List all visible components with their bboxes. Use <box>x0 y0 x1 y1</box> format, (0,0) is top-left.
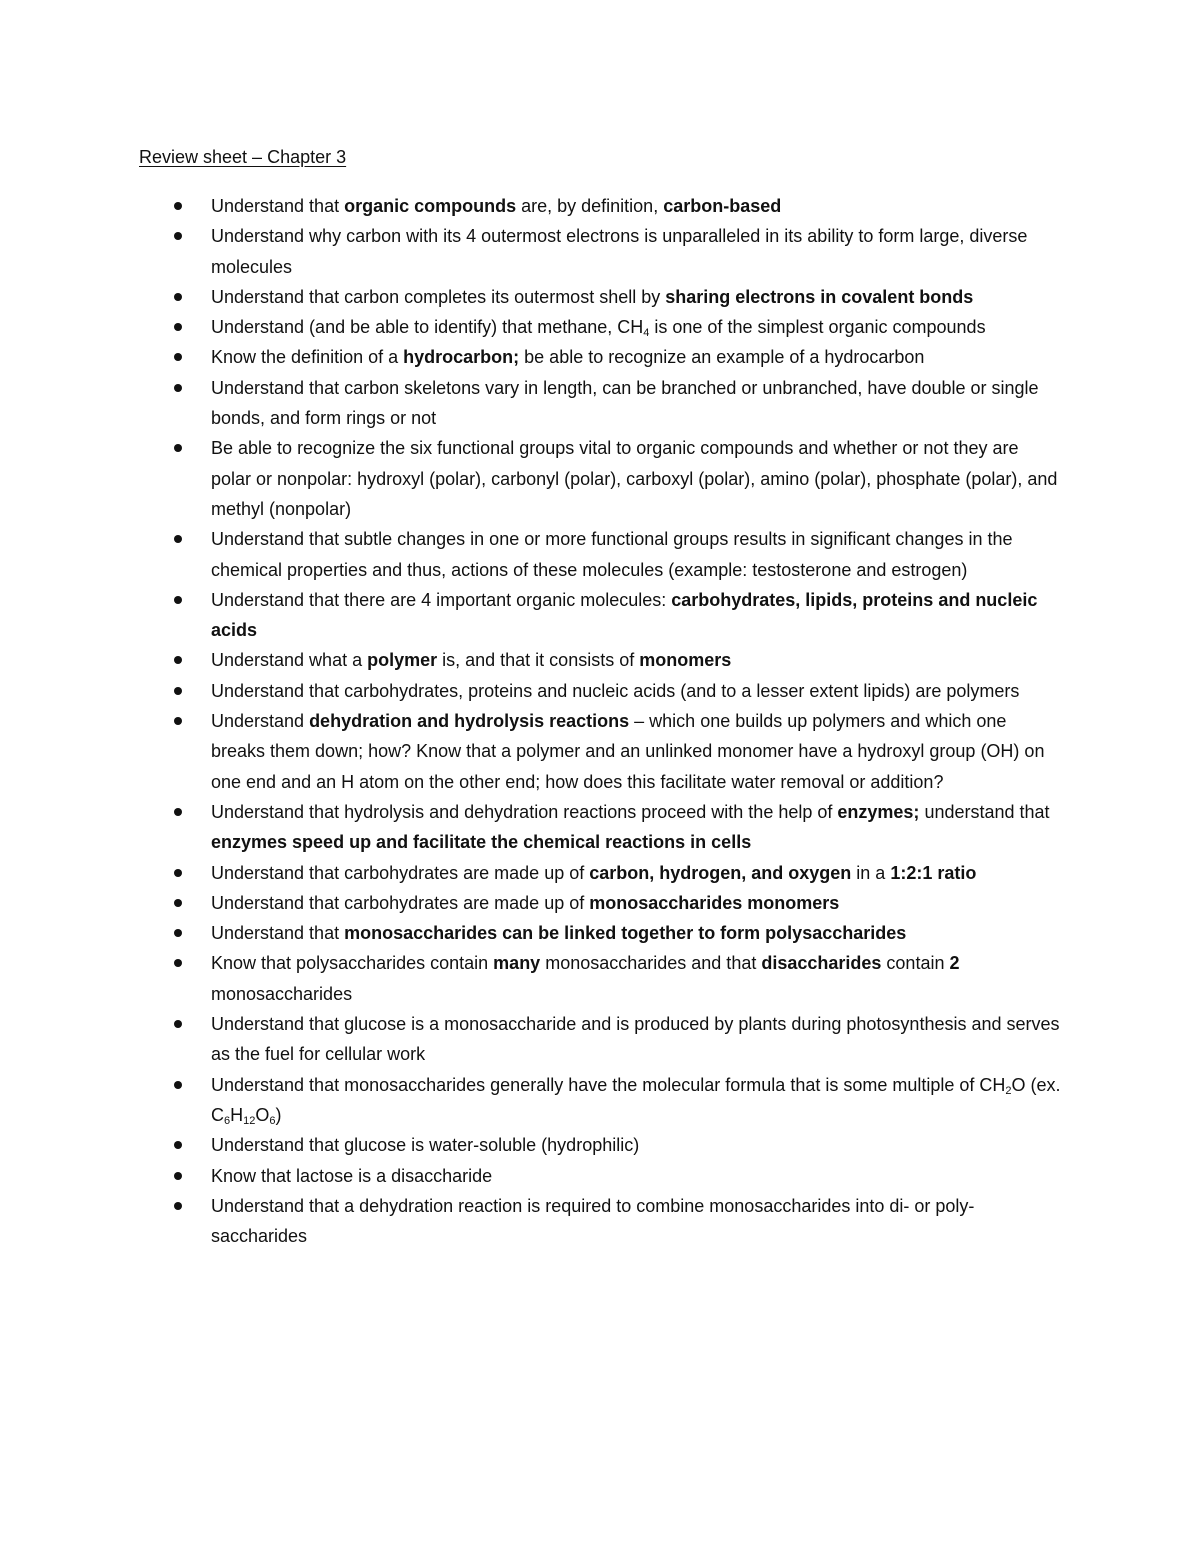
item-text: Understand that hydrolysis and dehydration reactions proceed with the help of <box>211 801 838 822</box>
page-title: Review sheet – Chapter 3 <box>139 147 347 167</box>
list-item <box>0 433 1061 524</box>
list-item <box>0 1161 1061 1191</box>
item-text: Know the definition of a <box>211 347 404 368</box>
item-text: O <box>255 1104 270 1125</box>
item-text: Understand <box>211 711 310 732</box>
list-item <box>0 282 1061 312</box>
list-item <box>0 524 1061 585</box>
bullet-icon <box>174 232 182 240</box>
item-text: O (ex. C <box>211 1074 1066 1125</box>
bullet-icon <box>174 535 182 543</box>
list-item <box>0 706 1061 797</box>
bold-text: carbohydrates, lipids, proteins and nucleic acids <box>211 589 1043 641</box>
item-text: Understand that glucose is a monosaccharide and is produced by plants during photosynthesis and serves as the fuel for cellular work <box>211 1014 1065 1065</box>
item-text: Understand that monosaccharides generally have the molecular formula that is some multiple of CH <box>211 1074 1006 1095</box>
item-text: Understand what a <box>211 650 368 671</box>
list-item <box>0 948 1061 1009</box>
item-text: Be able to recognize the six functional groups vital to organic compounds and whether or not they are polar or nonpolar: hydroxyl (polar), carbonyl (polar), carboxyl (polar), amino (polar), phosphate (polar), and methyl (nonpolar) <box>211 438 1063 519</box>
item-text: Know that lactose is a disaccharide <box>211 1165 493 1186</box>
list-item <box>0 373 1061 434</box>
item-text: Understand that carbon completes its outermost shell by <box>211 286 666 307</box>
bullet-icon <box>174 323 182 331</box>
item-text: Understand that glucose is water-soluble (hydrophilic) <box>211 1135 640 1156</box>
list-item <box>0 221 1061 282</box>
item-text: in a <box>851 862 891 883</box>
item-text: H <box>230 1104 244 1125</box>
item-text: monosaccharides <box>211 953 965 1004</box>
list-item <box>0 191 1061 221</box>
list-item <box>0 585 1061 646</box>
item-text: – which one builds up polymers and which one breaks them down; how? Know that a polymer and an unlinked monomer have a hydroxyl group (OH) on one end and an H atom on the other end; how does this facilitate water removal or addition? <box>211 711 1050 792</box>
item-text: monosaccharides and that <box>540 953 762 974</box>
bullet-icon <box>174 687 182 695</box>
bullet-icon <box>174 1081 182 1089</box>
list-item <box>0 888 1061 918</box>
item-text: Understand that carbohydrates are made up of <box>211 862 590 883</box>
bold-text: polymer <box>367 650 438 671</box>
list-item <box>0 1070 1066 1131</box>
list-item <box>0 342 1061 372</box>
review-list <box>0 191 1200 1251</box>
item-text: Understand that <box>211 923 345 944</box>
bold-text: organic compounds <box>344 196 517 216</box>
bold-text: enzymes speed up and facilitate the chemical reactions in cells <box>211 832 752 853</box>
subscript-text: 4 <box>643 327 650 340</box>
bullet-icon <box>174 293 182 301</box>
bullet-icon <box>174 929 182 937</box>
bold-text: 2 <box>949 953 960 974</box>
item-text: Understand that subtle changes in one or more functional groups results in significant changes in the chemical properties and thus, actions of these molecules (example: testosterone and estrogen) <box>211 529 1018 580</box>
item-text: is one of the simplest organic compounds <box>649 317 986 338</box>
bold-text: carbon-based <box>663 196 782 216</box>
bold-text: disaccharides <box>761 953 882 974</box>
list-item <box>0 797 1061 858</box>
list-item <box>0 918 1061 948</box>
bullet-icon <box>174 596 182 604</box>
list-item <box>0 645 1061 675</box>
bullet-icon <box>174 1202 182 1210</box>
item-text: Understand that a dehydration reaction is required to combine monosaccharides into di- or poly-saccharides <box>211 1195 975 1247</box>
subscript-text: 12 <box>243 1114 256 1127</box>
item-text: Know that polysaccharides contain <box>211 953 494 974</box>
bold-text: hydrocarbon; <box>403 347 520 368</box>
list-item <box>0 858 1061 888</box>
bold-text: 1:2:1 ratio <box>890 862 977 883</box>
bold-text: enzymes; <box>837 801 920 822</box>
item-text: Understand that carbohydrates, proteins and nucleic acids (and to a lesser extent lipids) are polymers <box>211 680 1020 701</box>
list-item <box>0 1009 1065 1070</box>
subscript-text: 2 <box>1005 1084 1012 1097</box>
bullet-icon <box>174 1172 182 1180</box>
bold-text: dehydration and hydrolysis reactions <box>309 711 630 732</box>
bold-text: monosaccharides can be linked together to form polysaccharides <box>344 923 907 944</box>
bold-text: monomers <box>639 650 732 671</box>
item-text: is, and that it consists of <box>437 650 640 671</box>
list-item <box>0 1191 1061 1252</box>
bullet-icon <box>174 899 182 907</box>
subscript-text: 6 <box>224 1114 231 1127</box>
bullet-icon <box>174 202 182 210</box>
item-text: contain <box>881 953 950 974</box>
bullet-icon <box>174 808 182 816</box>
bold-text: sharing electrons in covalent bonds <box>665 286 974 307</box>
bullet-icon <box>174 869 182 877</box>
bold-text: monosaccharides monomers <box>589 892 840 913</box>
item-text: Understand (and be able to identify) that methane, CH <box>211 317 644 338</box>
item-text: Understand why carbon with its 4 outermost electrons is unparalleled in its ability to form large, diverse molecules <box>211 226 1033 277</box>
list-item <box>0 676 1061 706</box>
bullet-icon <box>174 717 182 725</box>
subscript-text: 6 <box>269 1114 276 1127</box>
item-text: understand that <box>919 801 1055 822</box>
item-text: Understand that carbon skeletons vary in length, can be branched or unbranched, have double or single bonds, and form rings or not <box>211 377 1044 429</box>
bullet-icon <box>174 444 182 452</box>
bullet-icon <box>174 1141 182 1149</box>
bullet-icon <box>174 1020 182 1028</box>
item-text: Understand that <box>211 196 345 216</box>
item-text: Understand that carbohydrates are made up of <box>211 892 590 913</box>
bold-text: carbon, hydrogen, and oxygen <box>589 862 852 883</box>
list-item <box>0 1130 1061 1160</box>
item-text: Understand that there are 4 important organic molecules: <box>211 589 672 610</box>
item-text: are, by definition, <box>516 196 664 216</box>
bullet-icon <box>174 384 182 392</box>
item-text: ) <box>275 1104 282 1125</box>
bullet-icon <box>174 656 182 664</box>
bold-text: many <box>493 953 541 974</box>
item-text: be able to recognize an example of a hydrocarbon <box>519 347 925 368</box>
bullet-icon <box>174 353 182 361</box>
list-item <box>0 312 1061 342</box>
bullet-icon <box>174 959 182 967</box>
